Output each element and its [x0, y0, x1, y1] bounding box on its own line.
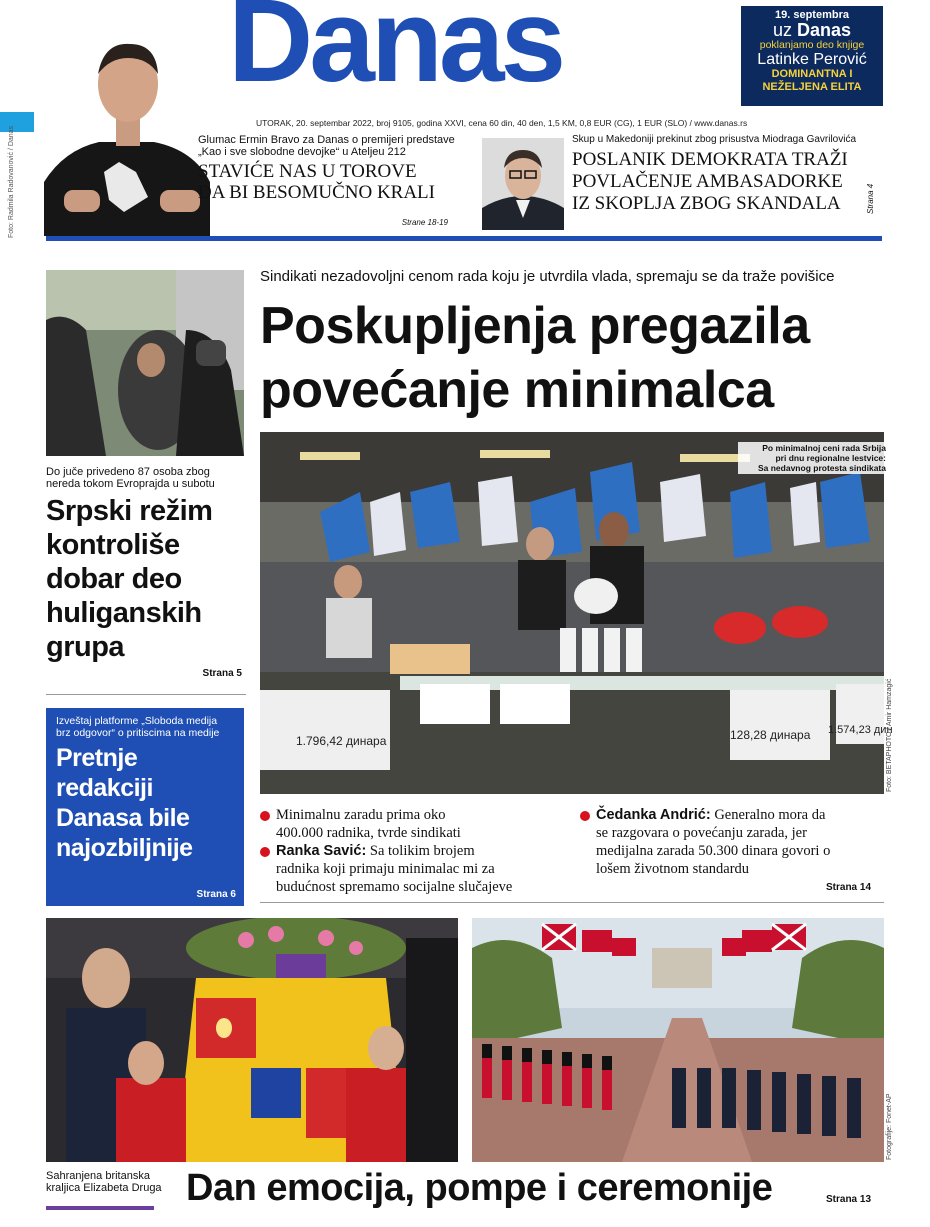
teaser-actor-kicker-1: Glumac Ermin Bravo za Danas o premijeri predstave	[198, 134, 455, 146]
bullet-dot	[260, 847, 270, 857]
promo-brand: Danas	[797, 20, 852, 40]
media-box-headline-2: redakciji	[56, 774, 153, 802]
teaser-actor[interactable]	[198, 134, 458, 234]
lead-caption-2: pri dnu regionalne lestvice:	[775, 453, 886, 463]
lead-kicker: Sindikati nezadovoljni cenom rada koju je utvrdila vlada, spremaju se da traže povišice	[260, 268, 835, 285]
teaser-actor-headline-2: DA BI BESOMUČNO KRALI	[198, 182, 435, 203]
bullet-3-line-4: lošem životnom standardu	[596, 861, 750, 877]
side-story-kicker-2: nereda tokom Evroprajda u subotu	[46, 478, 215, 490]
procession-photo	[472, 918, 884, 1162]
promo-date: 19. septembra	[775, 9, 849, 21]
side-story-headline-2: kontroliše	[46, 529, 180, 561]
side-story-page: Strana 5	[202, 668, 242, 679]
teaser-politician-headline-1: POSLANIK DEMOKRATA TRAŽI	[572, 149, 848, 170]
side-story-headline-3: dobar deo	[46, 563, 182, 595]
promo-prefix: uz	[772, 20, 792, 40]
bullet-3-text-1: Generalno mora da	[710, 807, 826, 823]
lead-headline-1[interactable]: Poskupljenja pregazila	[260, 297, 810, 355]
lead-headline-2[interactable]: povećanje minimalca	[260, 361, 774, 419]
riot-police-photo	[46, 270, 244, 456]
lead-photo-caption	[738, 442, 888, 474]
bullet-3-line-2: se razgovara o povećanju zarada, jer	[596, 825, 807, 841]
teaser-politician-headline-3: IZ SKOPLJA ZBOG SKANDALA	[572, 193, 841, 214]
price-sign-left: 1.796,42 динара	[296, 734, 387, 748]
royal-funeral-photo	[46, 918, 458, 1162]
book-promo-box	[741, 6, 883, 106]
teaser-politician[interactable]	[572, 134, 872, 234]
bullet-2-text-1: Sa tolikim brojem	[366, 843, 475, 859]
lead-caption-1: Po minimalnoj ceni rada Srbija	[762, 443, 886, 453]
side-story-divider	[46, 694, 246, 695]
masthead-divider	[46, 236, 882, 241]
price-sign-mid: 128,28 динара	[730, 728, 811, 742]
side-story-headline-5: grupa	[46, 631, 125, 663]
promo-author: Latinke Perović	[757, 51, 867, 68]
dateline: UTORAK, 20. septembar 2022, broj 9105, godina XXVI, cena 60 din, 40 den, 1,5 KM, 0,8 EUR (CG), 1 EUR (SLO) / www.danas.rs	[256, 118, 748, 128]
lead-page: Strana 14	[826, 882, 872, 893]
bullet-1	[260, 806, 570, 824]
bullet-2-line-2: radnika koji primaju minimalac mi za	[276, 861, 495, 877]
bullet-3	[580, 806, 882, 824]
politician-photo	[482, 138, 564, 230]
bottom-caption-underline	[46, 1206, 154, 1210]
bottom-caption	[46, 1170, 176, 1194]
lead-caption-3: Sa nedavnog protesta sindikata	[757, 463, 886, 473]
teaser-actor-headline-1: STAVIĆE NAS U TOROVE	[198, 161, 417, 182]
side-story-headline-4: huliganskih	[46, 597, 202, 629]
bottom-caption-2: kraljica Elizabeta Druga	[46, 1182, 162, 1194]
bottom-caption-1: Sahranjena britanska	[46, 1170, 150, 1182]
media-box-kicker-2: brz odgovor“ o pritiscima na medije	[56, 727, 220, 739]
lead-bullet-right	[580, 806, 882, 878]
media-box-kicker-1: Izveštaj platforme „Sloboda medija	[56, 715, 218, 727]
side-story-headline-1: Srpski režim	[46, 495, 213, 527]
promo-line2: poklanjamo deo knjige	[759, 39, 865, 51]
bottom-photo-credit: Fotografije: Fonet-AP	[886, 1093, 893, 1160]
lead-bullets-left	[260, 806, 570, 896]
teaser-politician-headline-2: POVLAČENJE AMBASADORKE	[572, 171, 843, 192]
teaser-politician-page: Strana 4	[866, 183, 875, 214]
teaser-actor-kicker-2: „Kao i sve slobodne devojke“ u Ateljeu 212	[198, 146, 406, 158]
cyan-tab	[0, 112, 34, 132]
danas-logo: Danas	[228, 0, 563, 107]
teaser-politician-kicker: Skup u Makedoniji prekinut zbog prisustva Miodraga Gavrilovića	[572, 134, 857, 145]
teaser-actor-page: Strane 18-19	[401, 218, 448, 227]
actor-portrait-photo	[44, 22, 210, 236]
bullet-dot	[580, 811, 590, 821]
side-story[interactable]	[46, 466, 246, 690]
side-story-kicker-1: Do juče privedeno 87 osoba zbog	[46, 466, 210, 478]
media-pressure-box[interactable]	[46, 708, 244, 906]
lead-bottom-rule	[260, 902, 884, 903]
bullet-2	[260, 842, 570, 860]
media-box-headline-1: Pretnje	[56, 744, 138, 772]
bullet-1-text-1: Minimalnu zaradu prima oko	[276, 807, 446, 823]
bullet-2-line-3: budućnost spremamo socijalne slučajeve	[276, 879, 513, 895]
bullet-3-label: Čedanka Andrić:	[596, 807, 711, 823]
media-box-page: Strana 6	[196, 889, 236, 900]
price-sign-right: 1.574,23 дин	[828, 724, 893, 736]
bottom-headline[interactable]: Dan emocija, pompe i ceremonije	[186, 1167, 773, 1209]
media-box-headline-3: Danasa bile	[56, 804, 190, 832]
masthead-photo-credit: Foto: Radmila Radovanović / Danas	[8, 125, 15, 238]
bullet-dot	[260, 811, 270, 821]
promo-line1	[741, 21, 883, 39]
bullet-3-line-3: medijalna zarada 50.300 dinara govori o	[596, 843, 831, 859]
bullet-1-line-2: 400.000 radnika, tvrde sindikati	[276, 825, 461, 841]
promo-title-1: DOMINANTNA I	[771, 68, 853, 80]
bullet-2-label: Ranka Savić:	[276, 843, 367, 859]
promo-title-2: NEŽELJENA ELITA	[762, 81, 862, 93]
media-box-headline-4: najozbiljnije	[56, 834, 193, 862]
bottom-page: Strana 13	[826, 1194, 872, 1205]
lead-photo-credit: Foto: BETAPHOTO / Amir Hamzagić	[886, 678, 893, 792]
